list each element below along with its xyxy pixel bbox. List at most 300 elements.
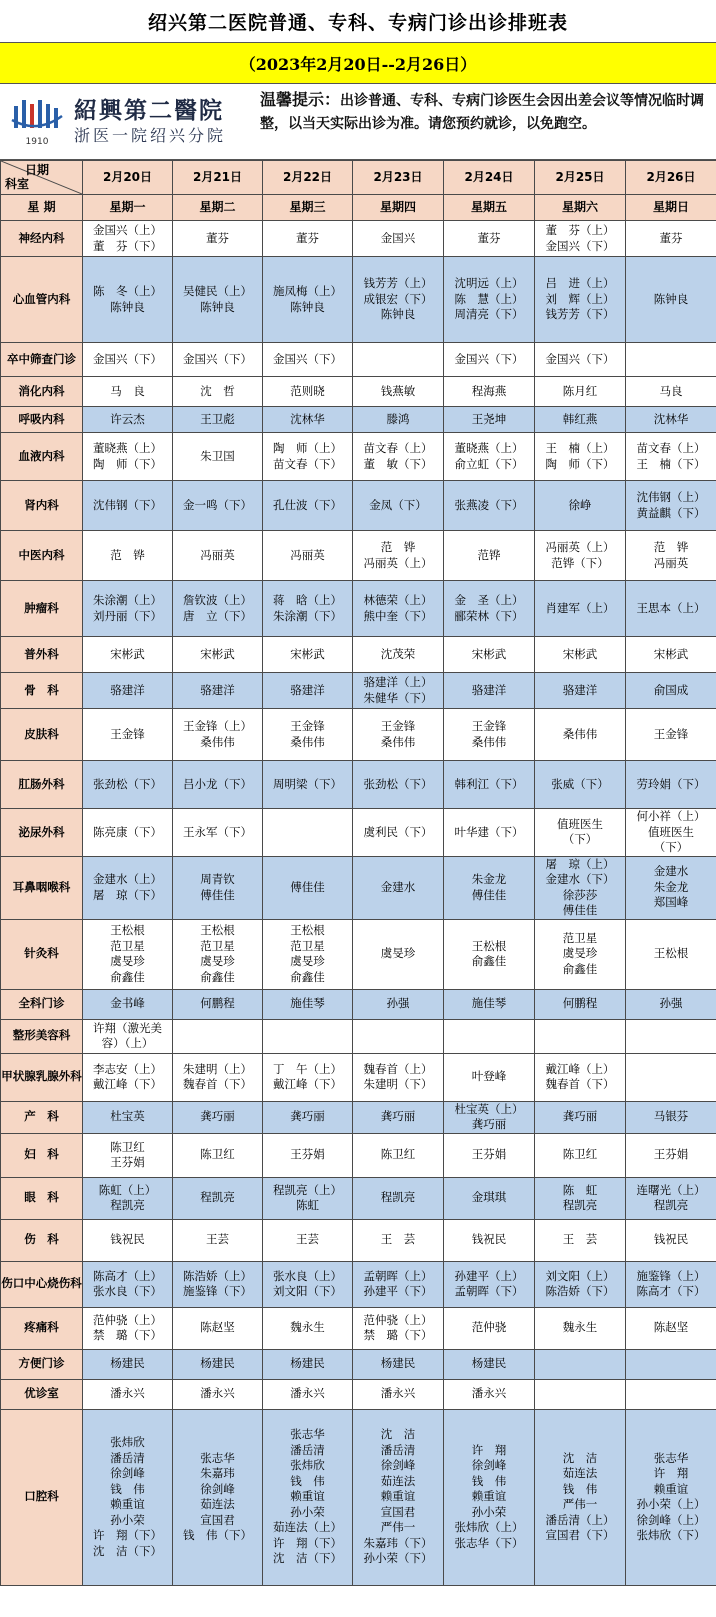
doctor-entry: 桑伟伟 xyxy=(200,734,235,749)
doctor-entry: 程凯亮 xyxy=(200,1190,235,1205)
doctor-entry: 容）（上） xyxy=(101,1036,154,1050)
schedule-cell xyxy=(353,856,444,919)
schedule-cell xyxy=(626,637,716,673)
doctor-entry: 张炜欣 xyxy=(290,1458,325,1473)
schedule-cell xyxy=(263,1133,353,1177)
schedule-cell xyxy=(353,1101,444,1133)
department-name: 中医内科 xyxy=(1,531,83,581)
schedule-cell xyxy=(173,856,263,919)
doctor-entry: 虞旻珍 xyxy=(290,954,325,968)
doctor-entry: 董晓燕（上） xyxy=(93,441,162,455)
doctor-entry: 赖重谊 xyxy=(653,1481,689,1496)
schedule-cell xyxy=(83,673,173,709)
doctor-entry: 王金锋 xyxy=(110,726,145,741)
schedule-cell xyxy=(535,1177,626,1219)
doctor-entry: 朱建明（下） xyxy=(363,1077,433,1091)
schedule-cell xyxy=(83,1053,173,1101)
department-name: 皮肤科 xyxy=(1,709,83,761)
schedule-cell xyxy=(173,1133,263,1177)
schedule-row xyxy=(1,1261,716,1307)
page-title: 绍兴第二医院普通、专科、专病门诊出诊排班表 xyxy=(147,11,568,34)
schedule-row xyxy=(1,709,716,761)
doctor-entry: 陈卫红 xyxy=(110,1139,145,1154)
doctor-entry: 孙强 xyxy=(386,996,410,1011)
schedule-row xyxy=(1,433,716,481)
schedule-cell xyxy=(535,343,626,377)
doctor-entry: 董 芬（下） xyxy=(93,238,162,253)
corner-dept-label: 科室 xyxy=(5,176,30,191)
doctor-entry: 郑国峰 xyxy=(653,895,689,910)
department-name: 优诊室 xyxy=(1,1379,83,1409)
department-name: 妇 科 xyxy=(1,1133,83,1177)
schedule-cell xyxy=(535,1409,626,1585)
doctor-entry: 许云杰 xyxy=(110,411,145,426)
doctor-entry: 金凤（下） xyxy=(369,497,427,512)
doctor-entry: 沈 洁 xyxy=(562,1450,598,1465)
schedule-cell xyxy=(353,1349,444,1379)
doctor-entry: 范 铧 xyxy=(653,540,689,554)
schedule-cell xyxy=(263,481,353,531)
doctor-entry: 俞鑫佳 xyxy=(471,954,507,968)
doctor-entry: 刘丹丽（下） xyxy=(93,608,162,623)
doctor-entry: 王金锋 xyxy=(653,726,689,741)
schedule-cell xyxy=(263,1101,353,1133)
doctor-entry: 钱芳芳（下） xyxy=(545,307,615,322)
hospital-emblem-icon xyxy=(8,94,66,150)
doctor-entry: 许 翔（下） xyxy=(273,1535,342,1550)
schedule-cell xyxy=(535,1261,626,1307)
schedule-cell xyxy=(173,1053,263,1101)
doctor-entry: 宋彬武 xyxy=(110,646,145,661)
schedule-cell xyxy=(83,1101,173,1133)
schedule-cell xyxy=(263,856,353,919)
schedule-row xyxy=(1,343,716,377)
corner-cell xyxy=(1,161,83,195)
schedule-cell xyxy=(83,433,173,481)
doctor-entry: 钱燕敏 xyxy=(380,383,416,398)
schedule-cell xyxy=(444,221,535,257)
doctor-entry: 熊中奎（下） xyxy=(363,608,433,623)
doctor-entry: 张志华 xyxy=(653,1450,689,1465)
department-name: 心血管内科 xyxy=(1,257,83,343)
department-name: 针灸科 xyxy=(1,919,83,989)
doctor-entry: 俞鑫佳 xyxy=(110,969,145,984)
schedule-cell xyxy=(444,856,535,919)
doctor-entry: 陈虹（上） xyxy=(98,1182,157,1197)
schedule-cell xyxy=(626,1219,716,1261)
doctor-entry: 沈林华 xyxy=(653,411,689,426)
doctor-entry: 刘 辉（上） xyxy=(545,291,615,306)
doctor-entry: 戴江峰（上） xyxy=(545,1061,615,1076)
schedule-row xyxy=(1,1177,716,1219)
doctor-entry: 冯丽英（上） xyxy=(363,555,433,570)
doctor-entry: 陈钟良 xyxy=(110,299,145,314)
schedule-row xyxy=(1,1307,716,1349)
doctor-entry: 陈钟良 xyxy=(653,291,689,306)
schedule-cell xyxy=(626,1409,716,1585)
doctor-entry: 沈伟钢（下） xyxy=(93,497,162,512)
schedule-cell xyxy=(444,407,535,433)
doctor-entry: 陈钟良 xyxy=(380,307,416,322)
doctor-entry: 杨建民 xyxy=(290,1356,325,1371)
doctor-entry: 张炜欣（下） xyxy=(636,1528,706,1542)
doctor-entry: 刘文阳（上） xyxy=(545,1268,615,1283)
schedule-row xyxy=(1,1219,716,1261)
doctor-entry: 范卫星 xyxy=(290,938,325,953)
schedule-cell xyxy=(83,407,173,433)
schedule-cell xyxy=(353,1307,444,1349)
doctor-entry: 潘永兴 xyxy=(110,1386,145,1401)
department-name: 肾内科 xyxy=(1,481,83,531)
doctor-entry: 严伟一 xyxy=(562,1497,598,1511)
doctor-entry: 成银宏（下） xyxy=(363,291,433,306)
schedule-cell xyxy=(263,1219,353,1261)
doctor-entry: 陈高才（下） xyxy=(636,1284,706,1298)
schedule-cell xyxy=(535,1379,626,1409)
doctor-entry: 严伟一 xyxy=(380,1520,416,1535)
doctor-entry: 周明梁（下） xyxy=(273,776,342,791)
schedule-cell xyxy=(444,1177,535,1219)
schedule-cell xyxy=(626,809,716,857)
schedule-cell xyxy=(83,637,173,673)
department-name: 甲状腺乳腺外科 xyxy=(1,1053,83,1101)
schedule-cell xyxy=(444,1219,535,1261)
doctor-entry: 陈浩娇（上） xyxy=(183,1268,252,1283)
doctor-entry: 詹钦波（上） xyxy=(183,593,252,607)
doctor-entry: 马良 xyxy=(659,383,683,398)
doctor-entry: 吕 进（上） xyxy=(545,276,615,291)
hospital-logo xyxy=(0,84,258,159)
schedule-row xyxy=(1,1053,716,1101)
doctor-entry: 孙建平（下） xyxy=(363,1284,433,1298)
doctor-entry: 王卫彪 xyxy=(200,411,235,426)
schedule-cell xyxy=(535,989,626,1019)
doctor-entry: 陈卫红 xyxy=(200,1147,235,1162)
doctor-entry: 张志华（下） xyxy=(454,1535,524,1550)
doctor-entry: 傅佳佳 xyxy=(200,887,235,902)
doctor-entry: 范仲骁（上） xyxy=(363,1312,433,1327)
doctor-entry: 林德荣（上） xyxy=(363,593,433,607)
doctor-entry: 施佳琴 xyxy=(290,996,325,1011)
department-name: 泌尿外科 xyxy=(1,809,83,857)
doctor-entry: 徐峥 xyxy=(568,497,592,512)
schedule-cell xyxy=(83,919,173,989)
doctor-entry: 韩利江（下） xyxy=(454,776,524,791)
doctor-entry: 范仲骁（上） xyxy=(93,1312,162,1327)
schedule-cell xyxy=(535,221,626,257)
schedule-cell xyxy=(535,673,626,709)
schedule-cell xyxy=(535,481,626,531)
doctor-entry: 何小祥（上） xyxy=(636,809,706,823)
doctor-entry: 龚巧丽 xyxy=(380,1109,416,1124)
doctor-entry: 范卫星 xyxy=(562,930,598,945)
schedule-cell xyxy=(83,343,173,377)
schedule-row xyxy=(1,1133,716,1177)
department-name: 消化内科 xyxy=(1,377,83,407)
schedule-cell xyxy=(444,377,535,407)
doctor-entry: 戴江峰（下） xyxy=(93,1077,162,1091)
schedule-row xyxy=(1,637,716,673)
schedule-cell xyxy=(173,221,263,257)
date-header-cell: 2月23日 xyxy=(353,161,444,195)
schedule-cell xyxy=(173,1409,263,1585)
doctor-entry: 龚巧丽 xyxy=(562,1109,598,1124)
schedule-cell xyxy=(83,856,173,919)
doctor-entry: 陈卫红 xyxy=(562,1147,598,1162)
doctor-entry: 肖建军（上） xyxy=(545,600,615,615)
doctor-entry: 王松根 xyxy=(653,946,689,961)
doctor-entry: 周青钦 xyxy=(200,872,235,886)
weekday-header-cell: 星期四 xyxy=(353,195,444,221)
doctor-entry: 骆建洋 xyxy=(110,682,145,697)
schedule-row xyxy=(1,407,716,433)
schedule-cell xyxy=(83,1177,173,1219)
doctor-entry: 王松根 xyxy=(471,938,507,953)
schedule-cell xyxy=(535,1019,626,1053)
doctor-entry: 金国兴（下） xyxy=(545,238,615,253)
schedule-cell xyxy=(173,989,263,1019)
schedule-cell xyxy=(83,481,173,531)
schedule-cell xyxy=(263,919,353,989)
doctor-entry: 金国兴（下） xyxy=(545,351,615,366)
doctor-entry: 陈亮康（下） xyxy=(93,824,162,839)
schedule-cell xyxy=(535,709,626,761)
schedule-row xyxy=(1,221,716,257)
schedule-cell xyxy=(353,221,444,257)
doctor-entry: 虞利民（下） xyxy=(363,824,433,839)
doctor-entry: 滕鸿 xyxy=(386,411,410,426)
date-header-cell: 2月24日 xyxy=(444,161,535,195)
notice-lead: 温馨提示： xyxy=(260,90,341,109)
doctor-entry: 骆建洋 xyxy=(471,682,507,697)
doctor-entry: 龚巧丽 xyxy=(471,1117,507,1131)
doctor-entry: 徐剑峰 xyxy=(380,1458,416,1473)
doctor-entry: 钱 伟（下） xyxy=(183,1528,252,1542)
doctor-entry: 王 芸 xyxy=(562,1232,598,1247)
schedule-cell xyxy=(353,1379,444,1409)
doctor-entry: 潘岳清 xyxy=(110,1450,145,1465)
doctor-entry: 朱健华（下） xyxy=(363,690,433,705)
doctor-entry: 张劲松（下） xyxy=(363,776,433,791)
doctor-entry: 陈浩娇（下） xyxy=(545,1284,615,1298)
doctor-entry: 张水良（下） xyxy=(93,1284,162,1298)
doctor-entry: 金建水 xyxy=(653,864,689,879)
doctor-entry: 王金锋 xyxy=(380,719,416,733)
schedule-cell xyxy=(444,1409,535,1585)
schedule-row xyxy=(1,581,716,637)
doctor-entry: 潘永兴 xyxy=(380,1386,416,1401)
doctor-entry: 程海燕 xyxy=(471,383,507,398)
doctor-entry: 张威（下） xyxy=(551,776,609,791)
schedule-cell xyxy=(626,481,716,531)
doctor-entry: 王 楠（上） xyxy=(545,441,615,455)
doctor-entry: 李志安（上） xyxy=(93,1061,162,1076)
doctor-entry: 马 良 xyxy=(110,383,145,398)
doctor-entry: 许翔（激光美 xyxy=(93,1020,162,1035)
schedule-cell xyxy=(83,221,173,257)
schedule-cell xyxy=(83,761,173,809)
schedule-cell xyxy=(444,1101,535,1133)
doctor-entry: 虞旻珍 xyxy=(380,946,416,961)
schedule-cell xyxy=(353,673,444,709)
schedule-cell xyxy=(173,919,263,989)
doctor-entry: 朱金龙 xyxy=(471,872,507,886)
doctor-entry: 禁 璐（下） xyxy=(363,1328,433,1342)
doctor-entry: 孙建平（上） xyxy=(454,1268,524,1283)
schedule-cell xyxy=(353,531,444,581)
doctor-entry: 沈伟钢（上） xyxy=(636,490,706,504)
doctor-entry: 王尧坤 xyxy=(471,411,507,426)
schedule-cell xyxy=(353,1053,444,1101)
doctor-entry: 金国兴（下） xyxy=(183,351,252,366)
doctor-entry: 朱卫国 xyxy=(200,448,235,463)
department-name: 肛肠外科 xyxy=(1,761,83,809)
doctor-entry: 王芸 xyxy=(206,1232,229,1247)
weekday-header-row xyxy=(1,195,716,221)
schedule-cell xyxy=(173,1307,263,1349)
doctor-entry: 刘文阳（下） xyxy=(273,1284,342,1298)
weekday-header-cell: 星期二 xyxy=(173,195,263,221)
doctor-entry: 朱金龙 xyxy=(653,879,689,894)
doctor-entry: 黄益麒（下） xyxy=(636,505,706,520)
schedule-row xyxy=(1,377,716,407)
doctor-entry: 董芬 xyxy=(206,230,229,245)
schedule-cell xyxy=(626,377,716,407)
doctor-entry: 杨建民 xyxy=(200,1356,235,1371)
doctor-entry: 金国兴 xyxy=(380,230,416,245)
doctor-entry: 陈钟良 xyxy=(200,299,235,314)
header-banner xyxy=(0,84,716,160)
schedule-cell xyxy=(353,637,444,673)
doctor-entry: 陈钟良 xyxy=(290,299,325,314)
doctor-entry: 傅佳佳 xyxy=(471,887,507,902)
schedule-cell xyxy=(444,709,535,761)
schedule-cell xyxy=(353,1219,444,1261)
doctor-entry: 孙小荣 xyxy=(110,1512,145,1527)
doctor-entry: 茹连法 xyxy=(200,1497,235,1511)
schedule-row xyxy=(1,531,716,581)
doctor-entry: 屠 琼（下） xyxy=(93,887,162,902)
doctor-entry: 赖重谊 xyxy=(471,1489,507,1504)
doctor-entry: 宋彬武 xyxy=(200,646,235,661)
logo-subtitle: 浙医一院绍兴分院 xyxy=(74,125,227,145)
schedule-cell xyxy=(353,377,444,407)
schedule-cell xyxy=(263,581,353,637)
date-header-cell: 2月25日 xyxy=(535,161,626,195)
doctor-entry: 金一鸣（下） xyxy=(183,497,252,512)
doctor-entry: 傅佳佳 xyxy=(562,903,598,917)
doctor-entry: 沈明远（上） xyxy=(454,276,524,291)
schedule-cell xyxy=(83,1019,173,1053)
doctor-entry: 施鉴锋（上） xyxy=(636,1268,706,1283)
doctor-entry: 金书峰 xyxy=(110,996,145,1011)
department-name: 整形美容科 xyxy=(1,1019,83,1053)
doctor-entry: 陈赵坚 xyxy=(200,1320,235,1335)
schedule-cell xyxy=(626,1177,716,1219)
schedule-cell xyxy=(83,1349,173,1379)
schedule-cell xyxy=(83,257,173,343)
schedule-cell xyxy=(626,856,716,919)
schedule-row xyxy=(1,856,716,919)
doctor-entry: 范 铧 xyxy=(110,547,145,562)
doctor-entry: 徐剑峰 xyxy=(200,1481,235,1496)
schedule-cell xyxy=(444,989,535,1019)
department-name: 全科门诊 xyxy=(1,989,83,1019)
schedule-cell xyxy=(263,1307,353,1349)
doctor-entry: 程凯亮（上） xyxy=(273,1182,342,1197)
doctor-entry: 钱祝民 xyxy=(653,1232,689,1247)
doctor-entry: 程凯亮 xyxy=(110,1198,145,1212)
doctor-entry: 屠 琼（上） xyxy=(545,856,615,871)
schedule-cell xyxy=(444,1379,535,1409)
date-header-cell: 2月20日 xyxy=(83,161,173,195)
doctor-entry: 宣国君 xyxy=(200,1512,235,1527)
schedule-cell xyxy=(83,1307,173,1349)
doctor-entry: 冯丽英（上） xyxy=(545,540,615,554)
schedule-cell xyxy=(263,343,353,377)
doctor-entry: 骆建洋 xyxy=(562,682,598,697)
doctor-entry: 孙小荣 xyxy=(290,1504,325,1519)
schedule-cell xyxy=(626,1133,716,1177)
schedule-cell xyxy=(173,1379,263,1409)
doctor-entry: 陈 冬（上） xyxy=(93,284,162,298)
date-header-cell: 2月26日 xyxy=(626,161,716,195)
doctor-entry: 董芬 xyxy=(296,230,319,245)
schedule-row xyxy=(1,1101,716,1133)
doctor-entry: 陈高才（上） xyxy=(93,1268,162,1283)
doctor-entry: 张劲松（下） xyxy=(93,776,162,791)
schedule-cell xyxy=(444,1133,535,1177)
doctor-entry: 范卫星 xyxy=(200,938,235,953)
schedule-cell xyxy=(626,257,716,343)
doctor-entry: 冯丽英 xyxy=(653,555,689,570)
schedule-cell xyxy=(83,809,173,857)
doctor-entry: 宋彬武 xyxy=(471,646,507,661)
schedule-cell xyxy=(173,673,263,709)
schedule-cell xyxy=(535,1307,626,1349)
doctor-entry: 宋彬武 xyxy=(290,646,325,661)
doctor-entry: 虞旻珍 xyxy=(200,954,235,968)
schedule-cell xyxy=(353,761,444,809)
doctor-entry: 沈 哲 xyxy=(200,383,235,398)
schedule-cell xyxy=(535,1133,626,1177)
doctor-entry: 朱建明（上） xyxy=(183,1061,252,1076)
doctor-entry: 值班医生 xyxy=(648,824,694,839)
schedule-cell xyxy=(173,1349,263,1379)
schedule-cell xyxy=(173,1019,263,1053)
doctor-entry: 金国兴（下） xyxy=(93,351,162,366)
doctor-entry: 陈赵坚 xyxy=(653,1320,689,1335)
doctor-entry: 许 翔 xyxy=(653,1466,689,1480)
doctor-entry: 程凯亮 xyxy=(653,1198,689,1212)
doctor-entry: 金国兴（上） xyxy=(93,223,162,237)
doctor-entry: 徐剑峰 xyxy=(110,1466,145,1480)
doctor-entry: 王 楠（下） xyxy=(636,456,706,471)
schedule-cell xyxy=(626,709,716,761)
schedule-cell xyxy=(353,809,444,857)
doctor-entry: 赖重谊 xyxy=(110,1497,145,1511)
schedule-cell xyxy=(626,1261,716,1307)
date-header-row xyxy=(1,161,716,195)
doctor-entry: 冯丽英 xyxy=(200,547,235,562)
doctor-entry: 范 铧 xyxy=(380,540,416,554)
schedule-cell xyxy=(535,377,626,407)
schedule-cell xyxy=(353,1019,444,1053)
doctor-entry: 金 圣（上） xyxy=(454,593,524,607)
schedule-cell xyxy=(353,709,444,761)
schedule-row xyxy=(1,481,716,531)
doctor-entry: 王芬娟 xyxy=(290,1147,325,1162)
